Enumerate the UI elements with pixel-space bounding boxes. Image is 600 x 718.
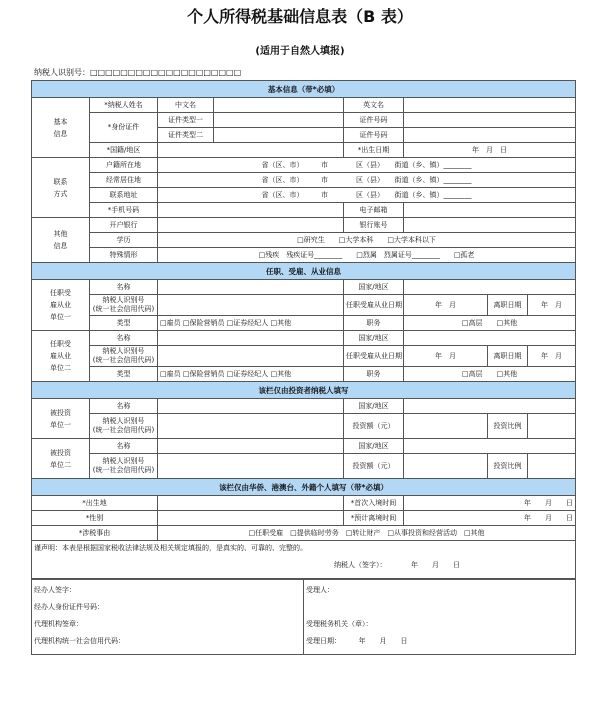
- account-input[interactable]: [404, 218, 576, 233]
- inv1-taxno-label: 纳税人识别号 (统一社会信用代码): [90, 414, 158, 439]
- en-name-input[interactable]: [404, 98, 576, 113]
- mobile-label: *手机号码: [90, 203, 158, 218]
- gender-input[interactable]: [158, 511, 344, 526]
- emp2-date-input[interactable]: 年 月: [404, 346, 488, 367]
- emp1-name-label: 名称: [90, 280, 158, 295]
- emp1-name-input[interactable]: [158, 280, 344, 295]
- declaration-cell: [32, 541, 576, 579]
- cn-name-label: 中文名: [158, 98, 214, 113]
- account-label: 银行账号: [344, 218, 404, 233]
- emp1-date-input[interactable]: 年 月: [404, 295, 488, 316]
- reason-label: *涉税事由: [32, 526, 158, 541]
- edu-label: 学历: [90, 233, 158, 248]
- emp2-post-label: 职务: [344, 367, 404, 382]
- section-investor: 该栏仅由投资者纳税人填写: [32, 382, 576, 399]
- leave-time-input[interactable]: 年 月 日: [404, 511, 576, 526]
- agent-cell: [32, 580, 304, 655]
- emp2-country-label: 国家/地区: [344, 331, 404, 346]
- emp2-leave-input[interactable]: 年 月: [528, 346, 576, 367]
- birthplace-label: *出生地: [32, 496, 158, 511]
- emp1-country-input[interactable]: [404, 280, 576, 295]
- birth-label: *出生日期: [344, 143, 404, 158]
- emp1-leave-input[interactable]: 年 月: [528, 295, 576, 316]
- emp2-taxno-input[interactable]: [158, 346, 344, 367]
- emp1-taxno-label: 纳税人识别号 (统一社会信用代码): [90, 295, 158, 316]
- first-entry-label: *首次入境时间: [344, 496, 404, 511]
- agent-id[interactable]: 经办人身份证件号码：: [34, 603, 104, 611]
- inv1-ratio-input[interactable]: [528, 414, 576, 439]
- residence-input[interactable]: 省（区、市） 市 区（县） 街道（乡、镇）________: [158, 173, 576, 188]
- inv1-amount-input[interactable]: [404, 414, 488, 439]
- receiver-cell: [304, 580, 576, 655]
- inv2-name-input[interactable]: [158, 439, 344, 454]
- taxpayer-signature[interactable]: 纳税人（签字）： 年 月 日: [334, 561, 460, 569]
- email-input[interactable]: [404, 203, 576, 218]
- special-options[interactable]: □残疾 残疾证号________ □烈属 烈属证号________ □孤老: [158, 248, 576, 263]
- doc-type2-label: 证件类型二: [158, 128, 214, 143]
- doc-type1-label: 证件类型一: [158, 113, 214, 128]
- reason-options[interactable]: □任职受雇 □提供临时劳务 □转让财产 □从事投资和经营活动 □其他: [158, 526, 576, 541]
- inv2-ratio-label: 投资比例: [488, 454, 528, 479]
- emp2-country-input[interactable]: [404, 331, 576, 346]
- tax-office[interactable]: 受理税务机关（章）：: [306, 620, 373, 628]
- group-other-label: 其他 信息: [32, 218, 90, 263]
- household-label: 户籍所在地: [90, 158, 158, 173]
- contact-addr-input[interactable]: 省（区、市） 市 区（县） 街道（乡、镇）________: [158, 188, 576, 203]
- inv2-taxno-input[interactable]: [158, 454, 344, 479]
- emp1-leave-label: 离职日期: [488, 295, 528, 316]
- inv1-taxno-input[interactable]: [158, 414, 344, 439]
- emp1-type-options[interactable]: □雇员 □保险营销员 □证券经纪人 □其他: [158, 316, 344, 331]
- special-label: 特殊情形: [90, 248, 158, 263]
- taxpayer-id-field[interactable]: 纳税人识别号：□□□□□□□□□□□□□□□□□□□□: [34, 68, 242, 77]
- doc-type2-input[interactable]: [214, 128, 344, 143]
- org-code[interactable]: 代理机构统一社会信用代码：: [34, 637, 125, 645]
- receiver[interactable]: 受理人：: [306, 586, 334, 594]
- inv2-ratio-input[interactable]: [528, 454, 576, 479]
- leave-time-label: *预计离境时间: [344, 511, 404, 526]
- inv1-name-label: 名称: [90, 399, 158, 414]
- group-basic-label: 基本 信息: [32, 98, 90, 158]
- info-table: [31, 80, 576, 579]
- email-label: 电子邮箱: [344, 203, 404, 218]
- first-entry-input[interactable]: 年 月 日: [404, 496, 576, 511]
- birthplace-input[interactable]: [158, 496, 344, 511]
- bank-input[interactable]: [158, 218, 344, 233]
- emp2-name-input[interactable]: [158, 331, 344, 346]
- emp1-taxno-input[interactable]: [158, 295, 344, 316]
- inv2-country-label: 国家/地区: [344, 439, 404, 454]
- emp2-type-label: 类型: [90, 367, 158, 382]
- emp2-taxno-label: 纳税人识别号 (统一社会信用代码): [90, 346, 158, 367]
- inv1-ratio-label: 投资比例: [488, 414, 528, 439]
- receive-date[interactable]: 受理日期： 年 月 日: [306, 637, 408, 645]
- emp1-type-label: 类型: [90, 316, 158, 331]
- inv1-amount-label: 投资额（元）: [344, 414, 404, 439]
- emp1-date-label: 任职受雇从业日期: [344, 295, 404, 316]
- nationality-input[interactable]: [158, 143, 344, 158]
- edu-options[interactable]: □研究生 □大学本科 □大学本科以下: [158, 233, 576, 248]
- footer-table: [31, 579, 576, 655]
- inv2-amount-label: 投资额（元）: [344, 454, 404, 479]
- emp2-date-label: 任职受雇从业日期: [344, 346, 404, 367]
- emp2-type-options[interactable]: □雇员 □保险营销员 □证券经纪人 □其他: [158, 367, 344, 382]
- form-subtitle: (适用于自然人填报): [255, 46, 345, 57]
- section-basic: 基本信息（带*必填）: [32, 81, 576, 98]
- form-title: 个人所得税基础信息表（B 表）: [187, 7, 413, 26]
- nationality-label: *国籍/地区: [90, 143, 158, 158]
- inv2-name-label: 名称: [90, 439, 158, 454]
- employer1-label: 任职受 雇从业 单位一: [32, 280, 90, 331]
- emp1-post-label: 职务: [344, 316, 404, 331]
- inv2-amount-input[interactable]: [404, 454, 488, 479]
- section-foreign: 该栏仅由华侨、港澳台、外籍个人填写（带*必填）: [32, 479, 576, 496]
- cn-name-input[interactable]: [214, 98, 344, 113]
- declaration-text: 谨声明：本表是根据国家税收法律法规及相关规定填报的，是真实的、可靠的、完整的。: [34, 544, 307, 552]
- doc-no1-label: 证件号码: [344, 113, 404, 128]
- emp1-post-options[interactable]: □高层 □其他: [404, 316, 576, 331]
- emp2-post-options[interactable]: □高层 □其他: [404, 367, 576, 382]
- name-label: *纳税人姓名: [90, 98, 158, 113]
- inv2-taxno-label: 纳税人识别号 (统一社会信用代码): [90, 454, 158, 479]
- inv1-name-input[interactable]: [158, 399, 344, 414]
- inv1-country-label: 国家/地区: [344, 399, 404, 414]
- section-employment: 任职、受雇、从业信息: [32, 263, 576, 280]
- doc-type1-input[interactable]: [214, 113, 344, 128]
- inv1-country-input[interactable]: [404, 399, 576, 414]
- org-seal[interactable]: 代理机构签章：: [34, 620, 83, 628]
- bank-label: 开户银行: [90, 218, 158, 233]
- mobile-input[interactable]: [158, 203, 344, 218]
- household-input[interactable]: 省（区、市） 市 区（县） 街道（乡、镇）________: [158, 158, 576, 173]
- doc-no2-input[interactable]: [404, 128, 576, 143]
- doc-no1-input[interactable]: [404, 113, 576, 128]
- residence-label: 经常居住地: [90, 173, 158, 188]
- doc-no2-label: 证件号码: [344, 128, 404, 143]
- birth-input[interactable]: 年 月 日: [404, 143, 576, 158]
- inv2-country-input[interactable]: [404, 439, 576, 454]
- contact-addr-label: 联系地址: [90, 188, 158, 203]
- group-contact-label: 联系 方式: [32, 158, 90, 218]
- agent-sign[interactable]: 经办人签字：: [34, 586, 76, 594]
- investee2-label: 被投资 单位二: [32, 439, 90, 479]
- investee1-label: 被投资 单位一: [32, 399, 90, 439]
- form-table-wrap: [31, 80, 575, 655]
- en-name-label: 英文名: [344, 98, 404, 113]
- emp2-leave-label: 离职日期: [488, 346, 528, 367]
- gender-label: *性别: [32, 511, 158, 526]
- emp2-name-label: 名称: [90, 331, 158, 346]
- emp1-country-label: 国家/地区: [344, 280, 404, 295]
- employer2-label: 任职受 雇从业 单位二: [32, 331, 90, 382]
- id-doc-label: *身份证件: [90, 113, 158, 143]
